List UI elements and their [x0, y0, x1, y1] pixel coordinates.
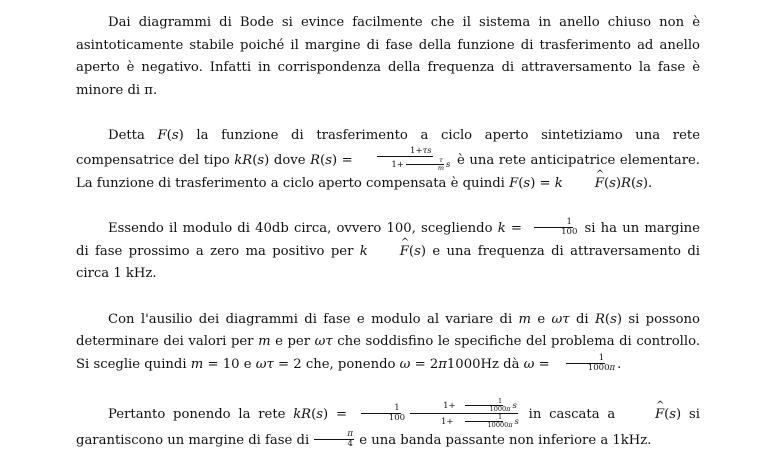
math-fraction-pi-4: $\frac{\pi}{4}$: [314, 430, 354, 449]
math-k-equals: k: [497, 221, 506, 236]
text-run: dove: [273, 152, 306, 168]
paragraph-final-network: Pertanto ponendo la rete kR(s) = $\frac{1}{100}$ 1+ $\frac{1}{1000\pi}$ s 1+ $\frac{1}{10000\pi}$ s in cascata a ^ F(s) si garantiscono un margine di fase di $\frac{\pi}{4}$ e una banda passante non inferiore a 1kHz.: [76, 399, 700, 453]
text-run: e una frequenza di attraversamento di circa 1 kHz.: [76, 243, 700, 281]
text-run: che, ponendo: [305, 356, 396, 372]
text-run: di: [575, 311, 589, 327]
text-run: in cascata a: [528, 407, 616, 422]
text-run: e per: [275, 334, 311, 349]
paragraph-compensator-definition: Detta F(s) la funzione di trasferimento a ciclo aperto sintetiziamo una rete compensatrice del tipo kR(s) dove R(s) = 1+τs 1+ $\frac{\tau}{m}$ s è una rete anticipatrice elementare. La funzione di trasferimento a ciclo aperto compensata è quindi F(s) = k^ F(s)R(s).: [76, 125, 700, 195]
math-R-s-def: R: [310, 152, 321, 168]
math-fraction-lead: 1+τs 1+ $\frac{\tau}{m}$ s: [358, 147, 451, 172]
text-run: Pertanto ponendo la rete: [108, 407, 286, 422]
math-F-compensated: F: [509, 175, 519, 191]
text-run: è una rete anticipatrice elementare. La funzione di trasferimento a ciclo aperto compensata è quindi: [76, 152, 700, 191]
math-fraction-1-100: $\frac{1}{100}$: [528, 218, 578, 237]
math-fraction-network: 1+ $\frac{1}{1000\pi}$ s 1+ $\frac{1}{10000\pi}$ s: [408, 398, 520, 429]
math-fraction-1-100-b: $\frac{1}{100}$: [356, 404, 406, 423]
text-run: e: [243, 356, 252, 372]
text-run: Detta: [108, 128, 145, 143]
text-run: si ha un margine di fase prossimo a zero ma positivo per: [76, 221, 700, 259]
math-fraction-omega: $\frac{1}{1000\pi}$: [555, 354, 616, 373]
text-run: Con l'ausilio dei diagrammi di fase e modulo al variare di: [108, 311, 513, 327]
text-run: e: [537, 311, 546, 327]
paragraph-parameter-choice: Con l'ausilio dei diagrammi di fase e modulo al variare di m e ωτ di R(s) si possono determinare dei valori per m e per ωτ che soddisfino le specifiche del problema di controllo. Si sceglie quindi m = 10 e ωτ = 2 che, ponendo ω = 2π1000Hz dà ω = $\frac{1}{1000\pi}$ .: [76, 311, 701, 373]
text-run: dà: [503, 356, 520, 372]
math-kF-hat: k: [359, 243, 368, 259]
text-run: Essendo il modulo di 40db circa, ovvero 100, scegliendo: [108, 221, 493, 236]
text-run: si possono determinare dei valori per: [76, 311, 700, 349]
math-F-s: F: [157, 128, 167, 143]
document-page: [76, 12, 700, 453]
paragraph-gain-choice: Essendo il modulo di 40db circa, ovvero 100, scegliendo k = $\frac{1}{100}$ si ha un margine di fase prossimo a zero ma positivo per k^ F(s) e una frequenza di attraversamento di circa 1 kHz.: [76, 218, 700, 286]
text-run: si garantiscono un margine di fase di: [76, 407, 700, 448]
math-kR-s: kR: [234, 152, 253, 168]
text-run: che soddisfino le specifiche del problema di controllo. Si sceglie quindi: [76, 334, 701, 372]
paragraph-bode-stability: Dai diagrammi di Bode si evince facilmente che il sistema in anello chiuso non è asintoticamente stabile poiché il margine di fase della funzione di trasferimento ad anello aperto è negativo. Infatti in corrispondenza della frequenza di attraversamento la fase è minore di π.: [76, 15, 700, 98]
text-run: e una banda passante non inferiore a 1kHz.: [359, 433, 652, 448]
text-run: la funzione di trasferimento a ciclo aperto sintetiziamo una rete compensatrice del tipo: [76, 128, 700, 168]
